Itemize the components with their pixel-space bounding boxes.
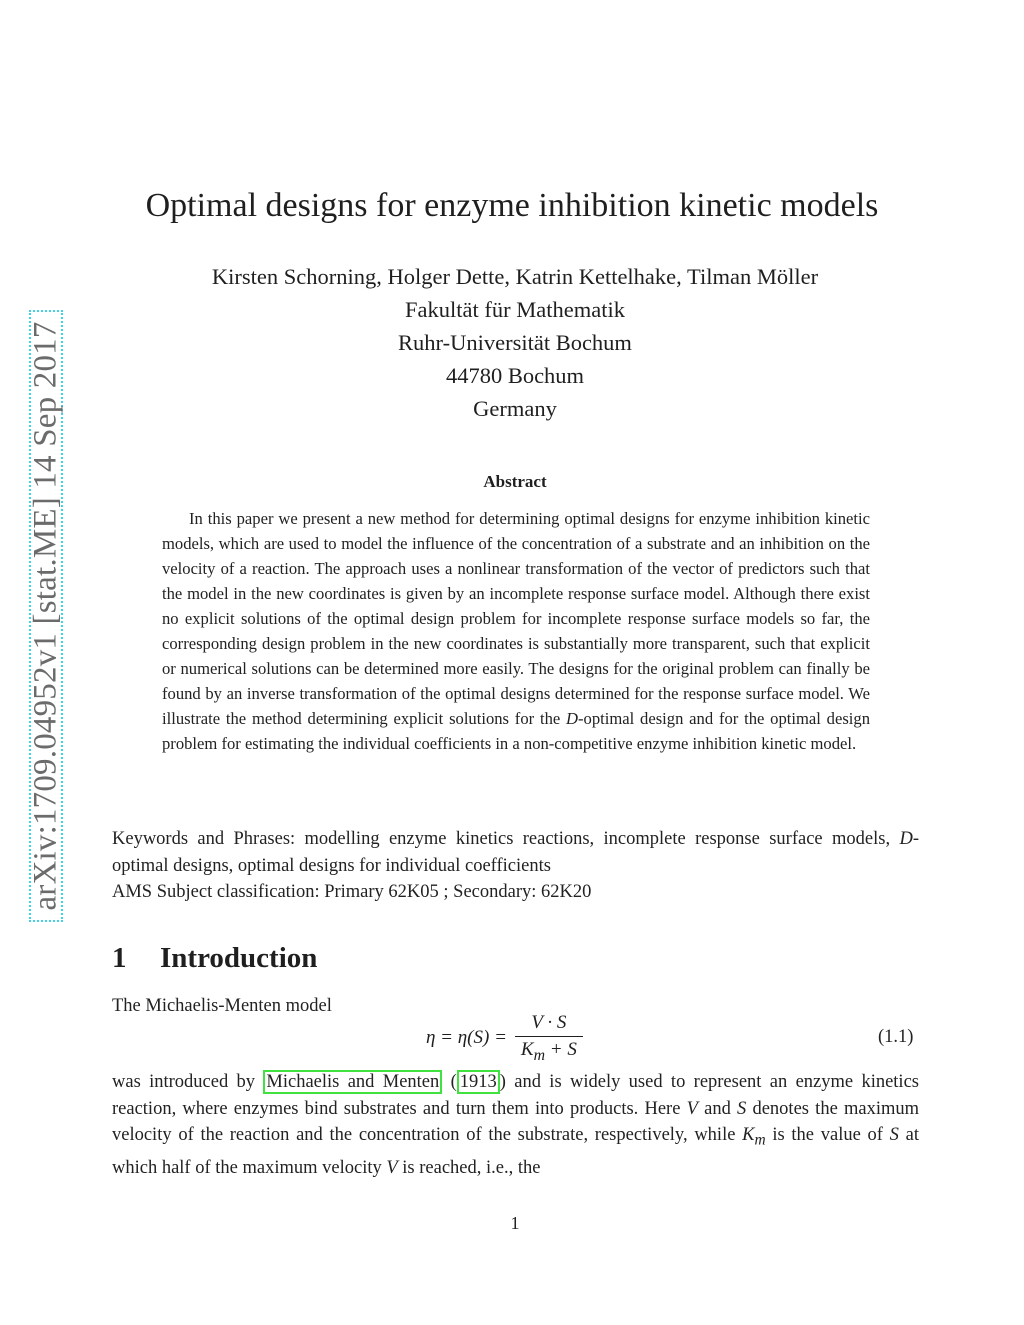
- affiliation-line-1: Fakultät für Mathematik: [405, 297, 625, 322]
- page-number: 1: [510, 1213, 520, 1233]
- body-text-4: and: [697, 1098, 738, 1119]
- keywords-part-1: Keywords and Phrases: modelling enzyme kinetics reactions, incomplete response surface models,: [112, 829, 900, 849]
- affiliation-line-2: Ruhr-Universität Bochum: [398, 330, 632, 355]
- section-number: 1: [112, 942, 127, 974]
- keywords-part-2: -optimal designs, optimal designs for individual coefficients: [112, 829, 919, 876]
- author-block: [0, 260, 1024, 425]
- symbol-k: K: [742, 1125, 755, 1146]
- section-title: Introduction: [160, 942, 318, 974]
- authors: Kirsten Schorning, Holger Dette, Katrin Kettelhake, Tilman Möller: [211, 264, 819, 289]
- equation-1-1: [426, 1012, 583, 1065]
- affiliation-line-4: Germany: [473, 396, 557, 421]
- abstract-heading: Abstract: [483, 472, 547, 491]
- intro-lead: The Michaelis-Menten model: [112, 996, 332, 1016]
- body-text-3: ) and is widely used to represent an enzyme kinetics reaction, where enzymes bind substrates and turn them into products. Here: [112, 1072, 919, 1119]
- equation-numerator-text: V · S: [531, 1012, 567, 1033]
- equation-numerator: [525, 1012, 572, 1036]
- symbol-v: V: [686, 1098, 698, 1119]
- arxiv-stamp-text: arXiv:1709.04952v1 [stat.ME] 14 Sep 2017: [27, 321, 64, 911]
- symbol-s: S: [737, 1098, 747, 1119]
- body-text-6: is the value of: [765, 1125, 890, 1146]
- body-text-5: denotes the maximum velocity of the reaction and the concentration of the substrate, respectively, while: [112, 1098, 919, 1146]
- equation-denominator-k: K: [520, 1039, 534, 1060]
- keywords-block: [112, 826, 919, 906]
- abstract-text-part-1: In this paper we present a new method for determining optimal designs for enzyme inhibition kinetic models, which are used to model the influence of the concentration of a substrate and an inhibition on the velocity of a reaction. The approach uses a nonlinear transformation of the vector of predictors such that the model in the new coordinates is given by an incomplete response surface model. Although there exist no explicit solutions of the optimal design problem for incomplete response surface models so far, the corresponding design problem in the new coordinates is substantially more transparent, such that explicit or numerical solutions can be determined more easily. The designs for the original problem can finally be found by an inverse transformation of the optimal designs determined for the response surface model. We illustrate the method determining explicit solutions for the: [162, 509, 870, 728]
- equation-lhs: [426, 1027, 507, 1049]
- paper-title: Optimal designs for enzyme inhibition kinetic models: [145, 187, 879, 224]
- equation-fraction: [515, 1012, 583, 1065]
- intro-paragraph: [112, 1069, 919, 1182]
- equation-denominator: [515, 1036, 583, 1065]
- symbol-k-sub: m: [754, 1132, 766, 1150]
- body-text-1: was introduced by: [112, 1072, 264, 1092]
- equation-denominator-rest: + S: [545, 1039, 577, 1060]
- body-text-7: at which half of the maximum velocity: [112, 1125, 919, 1178]
- symbol-s-2: S: [889, 1125, 899, 1146]
- citation-link-authors[interactable]: Michaelis and Menten: [263, 1070, 442, 1094]
- abstract-text: [162, 506, 870, 756]
- keywords-d-symbol: D: [899, 829, 913, 849]
- ams-classification: AMS Subject classification: Primary 62K05 ; Secondary: 62K20: [112, 882, 592, 902]
- d-symbol: D: [566, 709, 579, 728]
- equation-denominator-sub: m: [533, 1046, 546, 1064]
- abstract-text-part-2: -optimal design and for the optimal design problem for estimating the individual coefficients in a non-competitive enzyme inhibition kinetic model.: [162, 709, 870, 753]
- body-text-8: is reached, i.e., the: [397, 1157, 541, 1178]
- keywords-line: [112, 826, 919, 879]
- affiliation-line-3: 44780 Bochum: [445, 363, 585, 388]
- section-heading: [112, 942, 317, 975]
- equation-number: (1.1): [878, 1027, 914, 1047]
- symbol-v-2: V: [386, 1157, 398, 1178]
- citation-link-year[interactable]: 1913: [457, 1070, 500, 1094]
- body-text-2: (: [442, 1072, 457, 1092]
- equation-lhs-text: η = η(S) =: [426, 1027, 507, 1049]
